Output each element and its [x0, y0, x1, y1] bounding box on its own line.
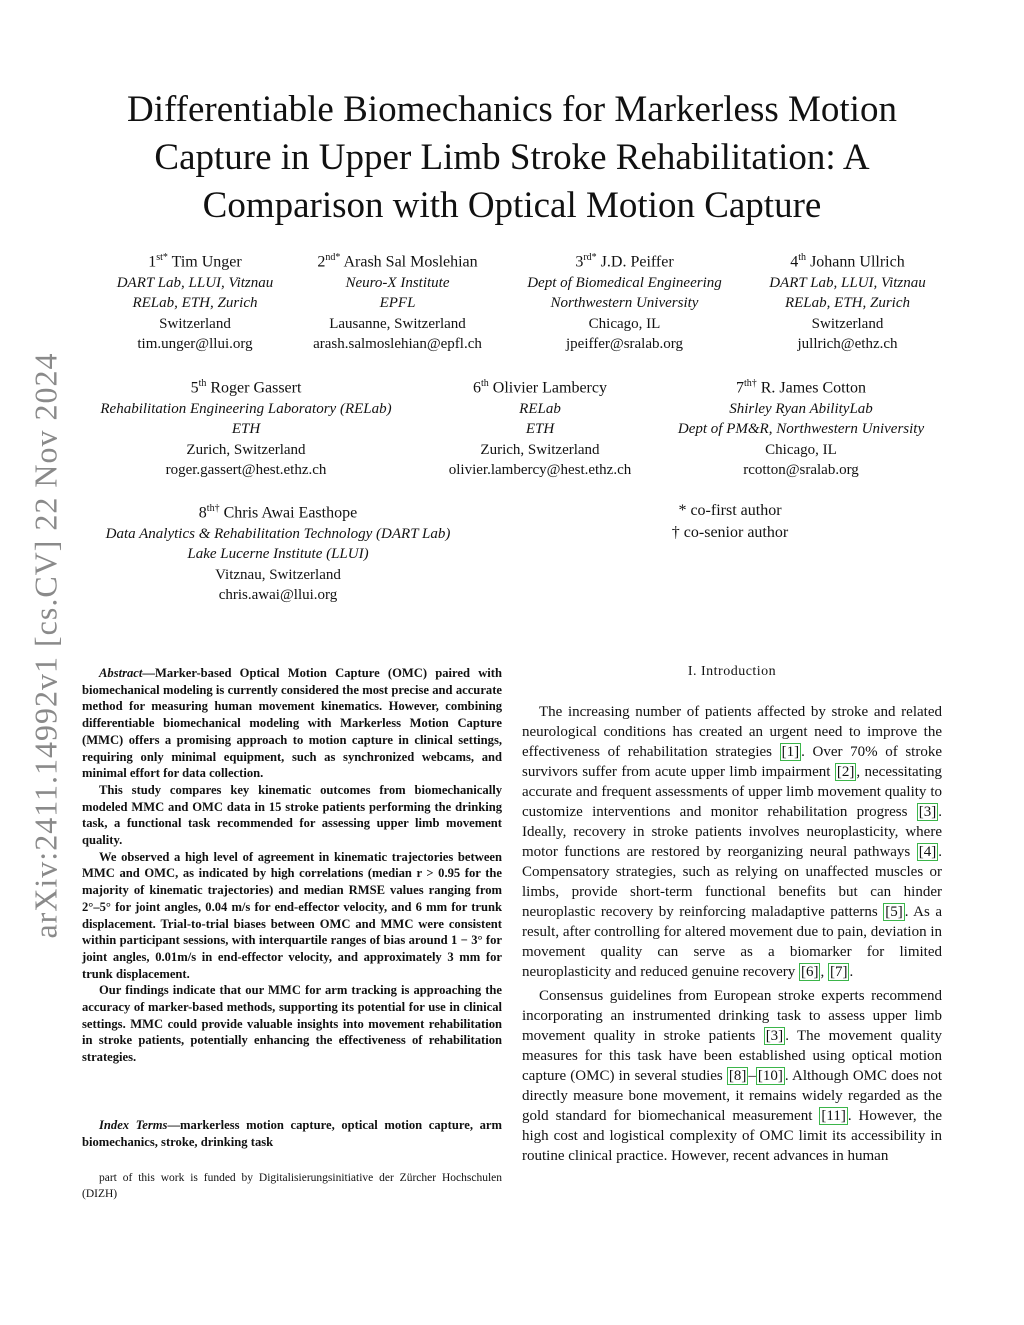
- arxiv-identifier: arXiv:2411.14992v1 [cs.CV] 22 Nov 2024: [27, 351, 64, 939]
- author-block-5: 5th Roger Gassert Rehabilitation Engineering Laboratory (RELab) ETH Zurich, Switzerland roger.gassert@hest.ethz.ch: [78, 374, 414, 481]
- intro-text: . Ideally, recovery in stroke patients involves neuroplasticity, where motor functions are restored by reorganizing neural pathways: [522, 804, 942, 860]
- arxiv-side-label: [20, 345, 72, 945]
- author-block-4: 4th Johann Ullrich DART Lab, LLUI, Vitznau RELab, ETH, Zurich Switzerland jullrich@ethz.ch: [750, 248, 945, 355]
- author-block-8: $8^{th\dagger}$ Chris Awai Easthope Data Analytics & Rehabilitation Technology (DART Lab) Lake Lucerne Institute (LLUI) Vitznau, Switzerland chris.awai@llui.org: [78, 499, 478, 606]
- title-line: Comparison with Optical Motion Capture: [202, 185, 822, 226]
- intro-text: . The movement quality measures for this task have been established using optical motion capture (OMC) in several studies: [522, 1028, 942, 1084]
- intro-text: Consensus guidelines from European stroke experts recommend incorporating an instrumented drinking task to assess upper limb movement quality in stroke patients: [522, 988, 942, 1044]
- abstract: Abstract—Marker-based Optical Motion Capture (OMC) paired with biomechanical modeling is currently considered the most precise and accurate method for measuring human movement kinematics. However, combining differentiable biomechanical modeling with Markerless Motion Capture (MMC) offers a promising approach to motion capture in clinical settings, requiring only minimal equipment, such as synchronized webcams, and minimal effort for data collection. This study compares key kinematic outcomes from biomechanically modeled MMC and OMC data in 15 stroke patients performing the drinking task, a functional task recommended for assessing upper limb movement quality. We observed a high level of agreement in kinematic trajectories between MMC and OMC, as indicated by high correlations (median r > 0.95 for the majority of kinematic trajectories) and median RMSE values ranging from 2°–5° for joint angles, 0.04 m/s for end-effector velocity, and 6 mm for trunk displacement. Trial-to-trial biases between OMC and MMC were consistent within participant sessions, with interquartile ranges of bias around 1 − 3° for joint angles, 0.01m/s in end-effector velocity, and approximately 3 mm for trunk displacement. Our findings indicate that our MMC for arm tracking is approaching the accuracy of marker-based methods, supporting its potential for use in clinical settings. MMC could provide valuable insights into movement rehabilitation in stroke patients, potentially enhancing the effectiveness of rehabilitation strategies.: [82, 666, 502, 1065]
- author-name: R. James Cotton: [760, 379, 867, 397]
- author-email: tim.unger@llui.org: [137, 336, 253, 353]
- author-name: Olivier Lambercy: [492, 379, 607, 397]
- title-line: Capture in Upper Limb Stroke Rehabilitation: A: [154, 137, 870, 178]
- intro-text: . As a result, after controlling for altered movement due to pain, deviation in movement quality can serve as a biomarker for limited neuroplasticity and reduced genuine recovery: [522, 904, 942, 980]
- author-block-2: $2^{nd*}$ Arash Sal Moslehian Neuro-X Institute EPFL Lausanne, Switzerland arash.salmoslehian@epfl.ch: [290, 248, 505, 355]
- citation-link[interactable]: [7]: [829, 964, 848, 980]
- citation-link[interactable]: [5]: [885, 904, 903, 920]
- index-terms: Index Terms—markerless motion capture, optical motion capture, arm biomechanics, stroke, drinking task: [82, 1118, 502, 1149]
- author-name: Chris Awai Easthope: [223, 504, 358, 522]
- author-name: Arash Sal Moslehian: [343, 253, 478, 271]
- introduction-body: [522, 702, 942, 1170]
- intro-text: ,: [820, 964, 828, 980]
- author-block-6: 6th Olivier Lambercy RELab ETH Zurich, Switzerland olivier.lambercy@hest.ethz.ch: [430, 374, 650, 481]
- intro-text: –: [748, 1068, 756, 1084]
- citation-link[interactable]: [10]: [757, 1068, 783, 1084]
- author-email: jpeiffer@sralab.org: [566, 336, 683, 353]
- author-email: jullrich@ethz.ch: [797, 336, 898, 353]
- citation-link[interactable]: [3]: [765, 1028, 784, 1044]
- intro-paragraph: [522, 986, 942, 1166]
- author-block-1: $1^{st*}$ Tim Unger DART Lab, LLUI, Vitznau RELab, ETH, Zurich Switzerland tim.unger@llui.org: [95, 248, 295, 355]
- author-email: olivier.lambercy@hest.ethz.ch: [448, 462, 632, 479]
- funding-footnote: part of this work is funded by Digitalisierungsinitiative der Zürcher Hochschulen (DIZH): [82, 1172, 502, 1200]
- intro-text: . Although OMC does not directly measure bone movement, it remains widely regarded as the gold standard for biomechanical measurement: [522, 1068, 942, 1124]
- section-heading: I. Introduction: [687, 664, 777, 679]
- intro-paragraph: [522, 702, 942, 982]
- author-email: rcotton@sralab.org: [743, 462, 859, 479]
- abstract-paragraph: This study compares key kinematic outcomes from biomechanically modeled MMC and OMC data in 15 stroke patients performing the drinking task, a functional task recommended for assessing upper limb movement quality.: [82, 782, 502, 848]
- author-name: Roger Gassert: [210, 379, 302, 397]
- title-line: Differentiable Biomechanics for Markerless Motion: [127, 89, 897, 130]
- citation-link[interactable]: [1]: [781, 744, 800, 760]
- intro-text: , necessitating accurate and frequent assessments of upper limb movement quality to customize interventions and monitor rehabilitation progress: [522, 764, 942, 820]
- abstract-label: Abstract: [99, 666, 143, 680]
- author-name: Tim Unger: [171, 253, 242, 271]
- citation-link[interactable]: [8]: [728, 1068, 747, 1084]
- abstract-paragraph: Our findings indicate that our MMC for arm tracking is approaching the accuracy of marker-based methods, supporting its potential for use in clinical settings. MMC could provide valuable insights into movement rehabilitation in stroke patients, potentially enhancing the effectiveness of rehabilitation strategies.: [82, 983, 502, 1065]
- citation-link[interactable]: [6]: [800, 964, 819, 980]
- cofirst-note: * co-first author: [678, 502, 782, 519]
- intro-text: . However, the high cost and logistical complexity of OMC limit its accessibility in routine clinical practice. However, recent advances in human: [522, 1108, 942, 1164]
- intro-text: . Over 70% of stroke survivors suffer from acute upper limb impairment: [522, 744, 942, 780]
- author-notes: [600, 500, 860, 544]
- intro-text: .: [849, 964, 854, 980]
- author-name: J.D. Peiffer: [600, 253, 674, 271]
- author-block-3: $3^{rd*}$ J.D. Peiffer Dept of Biomedical Engineering Northwestern University Chicago, IL jpeiffer@sralab.org: [512, 248, 737, 355]
- citation-link[interactable]: [11]: [821, 1108, 846, 1124]
- author-block-7: $7^{th\dagger}$ R. James Cotton Shirley Ryan AbilityLab Dept of PM&R, Northwestern University Chicago, IL rcotton@sralab.org: [656, 374, 946, 481]
- intro-text: . Compensatory strategies, such as relying on unaffected muscles or limbs, provide short-term functional benefits but can hinder neuroplastic recovery by reinforcing maladaptive patterns: [522, 844, 942, 920]
- author-email: roger.gassert@hest.ethz.ch: [165, 462, 327, 479]
- citation-link[interactable]: [3]: [918, 804, 937, 820]
- abstract-paragraph: We observed a high level of agreement in kinematic trajectories between MMC and OMC, as indicated by high correlations (median r > 0.95 for the majority of kinematic trajectories) and median RMSE values ranging from 2°–5° for joint angles, 0.04 m/s for end-effector velocity, and 6 mm for trunk displacement. Trial-to-trial biases between OMC and MMC were consistent within participant sessions, with interquartile ranges of bias around 1 − 3° for joint angles, 0.01m/s in end-effector velocity, and approximately 3 mm for trunk displacement.: [82, 849, 502, 981]
- citation-link[interactable]: [4]: [918, 844, 937, 860]
- author-name: Johann Ullrich: [810, 253, 905, 271]
- paper-title: [70, 86, 954, 230]
- abstract-paragraph: Marker-based Optical Motion Capture (OMC) paired with biomechanical modeling is currently considered the most precise and accurate method for measuring human movement kinematics. However, combining differentiable biomechanical modeling with Markerless Motion Capture (MMC) offers a promising approach to motion capture in clinical settings, requiring only minimal equipment, such as synchronized webcams, and minimal effort for data collection.: [82, 666, 502, 781]
- intro-text: The increasing number of patients affected by stroke and related neurological conditions has created an urgent need to improve the effectiveness of rehabilitation strategies: [522, 704, 942, 760]
- cosenior-note: † co-senior author: [671, 524, 789, 541]
- citation-link[interactable]: [2]: [836, 764, 855, 780]
- author-email: chris.awai@llui.org: [218, 587, 338, 604]
- author-email: arash.salmoslehian@epfl.ch: [313, 336, 482, 353]
